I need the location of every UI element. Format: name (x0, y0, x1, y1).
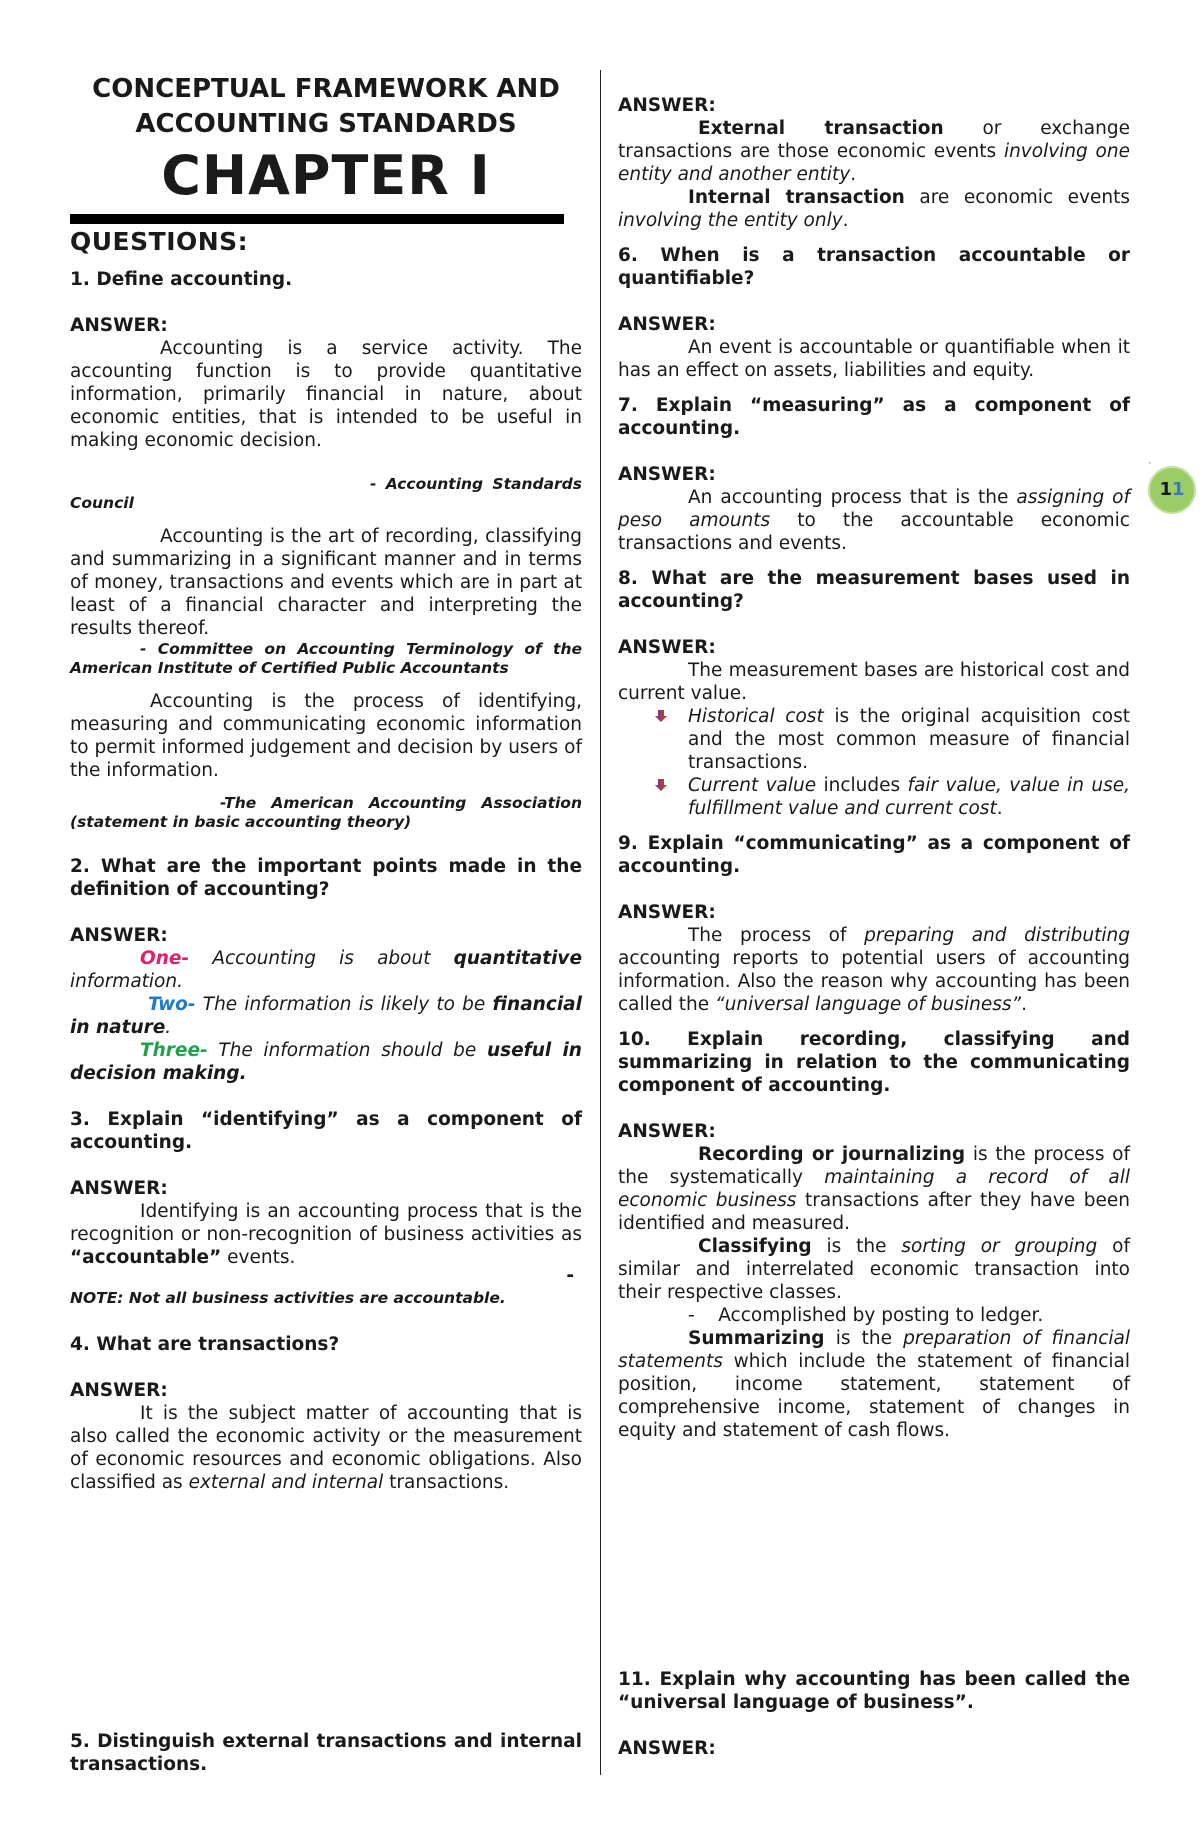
answer-label: ANSWER: (618, 1121, 716, 1142)
margin-mark: · (1148, 456, 1152, 470)
q7-answer: An accounting process that is the assigning of peso amounts to the accountable economic transactions and events. (618, 487, 1130, 554)
arrow-bullet-icon (654, 778, 668, 792)
doc-title-line2: ACCOUNTING STANDARDS (135, 109, 517, 139)
q2-point-two: Two- The information is likely to be financial in nature. (70, 994, 582, 1038)
q4-answer: It is the subject matter of accounting that is also called the economic activity or the measurement of economic resources and economic obligations. Also classified as external and internal transactions. (70, 1403, 582, 1493)
question-4: 4. What are transactions? (70, 1334, 340, 1355)
q10-recording: Recording or journalizing is the process of the systematically maintaining a record of all economic business transactions after they have been identified and measured. (618, 1144, 1131, 1234)
point-two-label: Two- (148, 994, 196, 1015)
question-9: 9. Explain “communicating” as a component of accounting. (618, 833, 1130, 877)
answer-label: ANSWER: (70, 1178, 168, 1199)
question-8: 8. What are the measurement bases used in accounting? (618, 568, 1130, 612)
question-7: 7. Explain “measuring” as a component of accounting. (618, 395, 1130, 439)
q6-answer: An event is accountable or quantifiable when it has an effect on assets, liabilities and equity. (618, 337, 1130, 381)
answer-label: ANSWER: (70, 315, 168, 336)
q10-summarizing: Summarizing is the preparation of financial statements which include the statement of financial position, income statement, statement of comprehensive income, statement of changes in equity and statement of cash flows. (618, 1328, 1130, 1441)
arrow-bullet-icon (654, 709, 668, 723)
list-item: Historical cost is the original acquisition cost and the most common measure of financial transactions. (688, 705, 1130, 774)
point-one-label: One- (140, 948, 190, 969)
q3-note: NOTE: Not all business activities are accountable. (70, 1289, 506, 1307)
left-column (70, 70, 583, 1775)
question-2: 2. What are the important points made in the definition of accounting? (70, 856, 582, 900)
q1-source-3: -The American Accounting Association (statement in basic accounting theory) (70, 794, 582, 831)
q1-definition-3: Accounting is the process of identifying, measuring and communicating economic information to permit informed judgement and decision by users of the information. (70, 691, 582, 781)
answer-label: ANSWER: (618, 637, 716, 658)
q3-dash: - (566, 1265, 574, 1286)
q1-source-1: - Accounting Standards Council (70, 475, 582, 512)
answer-label: ANSWER: (618, 464, 716, 485)
q10-classifying-note: - Accomplished by posting to ledger. (688, 1305, 1044, 1326)
question-10: 10. Explain recording, classifying and summarizing in relation to the communicating component of accounting. (618, 1029, 1130, 1096)
answer-label: ANSWER: (70, 925, 168, 946)
right-column (618, 94, 1131, 1759)
q5-external: External transaction or exchange transactions are those economic events involving one entity and another entity. (618, 118, 1130, 185)
questions-heading: QUESTIONS: (70, 227, 249, 256)
q3-answer: Identifying is an accounting process that is the recognition or non-recognition of business activities as “accountable” events. (70, 1201, 582, 1268)
answer-label: ANSWER: (70, 1380, 168, 1401)
measurement-bases-list (618, 705, 1130, 820)
answer-label: ANSWER: (618, 95, 716, 116)
q5-internal: Internal transaction are economic events involving the entity only. (618, 187, 1130, 231)
heading-rule (70, 214, 564, 224)
question-6: 6. When is a transaction accountable or quantifiable? (618, 245, 1130, 289)
q1-source-2: - Committee on Accounting Terminology of the American Institute of Certified Public Accountants (70, 640, 582, 677)
question-3: 3. Explain “identifying” as a component of accounting. (70, 1109, 582, 1153)
q9-answer: The process of preparing and distributing accounting reports to potential users of accounting information. Also the reason why accounting has been called the “universal language of business”. (618, 925, 1130, 1015)
answer-label: ANSWER: (618, 314, 716, 335)
question-5: 5. Distinguish external transactions and internal transactions. (70, 1731, 582, 1775)
column-divider (600, 70, 601, 1775)
q2-point-one: One- Accounting is about quantitative information. (70, 948, 583, 992)
q8-answer: The measurement bases are historical cost and current value. (618, 660, 1130, 704)
q2-point-three: Three- The information should be useful in decision making. (70, 1040, 582, 1084)
question-1: 1. Define accounting. (70, 269, 293, 290)
q1-definition-2: Accounting is the art of recording, classifying and summarizing in a significant manner and in terms of money, transactions and events which are in part at least of a financial character and interpreting the results thereof. (70, 526, 582, 639)
page-number-badge: 11 (1148, 466, 1196, 514)
point-three-label: Three- (140, 1040, 208, 1061)
list-item: Current value includes fair value, value in use, fulfillment value and current cost. (688, 774, 1130, 820)
q11-block (618, 1668, 1130, 1760)
q10-classifying: Classifying is the sorting or grouping of similar and interrelated economic transaction into their respective classes. (618, 1236, 1130, 1303)
q1-definition-1: Accounting is a service activity. The accounting function is to provide quantitative information, primarily financial in nature, about economic entities, that is intended to be useful in making economic decision. (70, 338, 582, 451)
answer-label: ANSWER: (618, 1738, 716, 1759)
doc-title-line1: CONCEPTUAL FRAMEWORK AND (92, 74, 560, 104)
answer-label: ANSWER: (618, 902, 716, 923)
question-11: 11. Explain why accounting has been called the “universal language of business”. (618, 1669, 1130, 1713)
chapter-heading: CHAPTER I (161, 144, 491, 207)
